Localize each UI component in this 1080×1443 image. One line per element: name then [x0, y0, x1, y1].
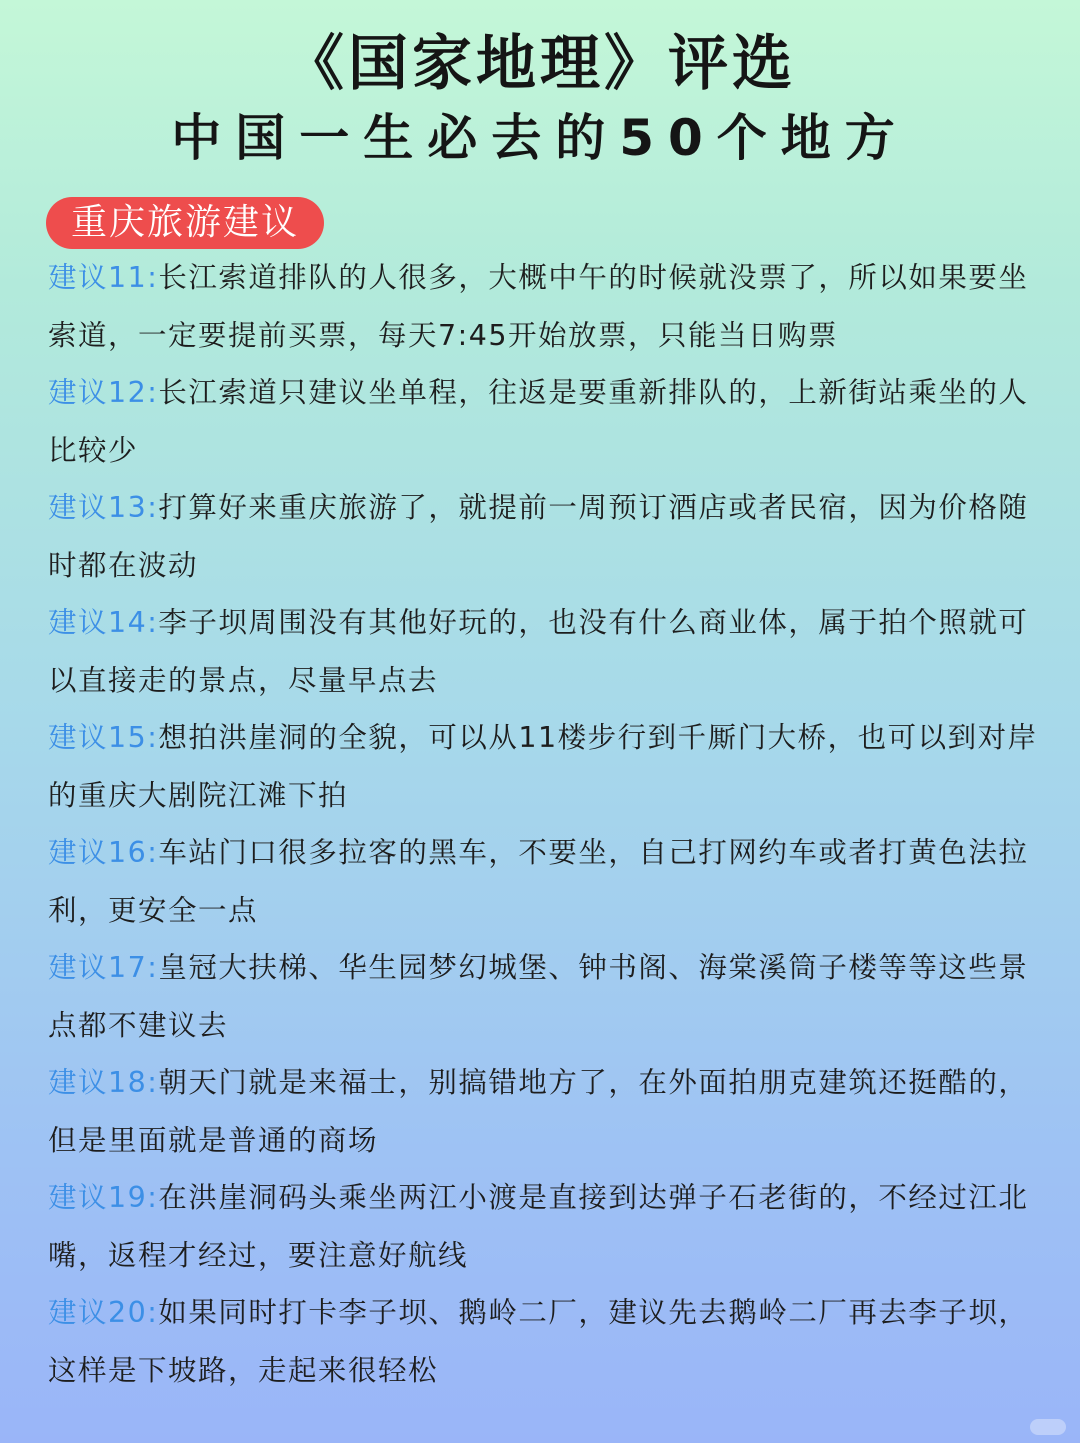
tip-text: 想拍洪崖洞的全貌，可以从11楼步行到千厮门大桥，也可以到对岸的重庆大剧院江滩下拍: [48, 721, 1038, 812]
tip-item-12: [48, 364, 1038, 479]
tip-item-17: [48, 939, 1038, 1054]
tip-text: 在洪崖洞码头乘坐两江小渡是直接到达弹子石老街的，不经过江北嘴，返程才经过，要注意好航线: [48, 1181, 1029, 1272]
tip-text: 长江索道只建议坐单程，往返是要重新排队的，上新街站乘坐的人比较少: [48, 376, 1029, 467]
tips-list: [48, 249, 1038, 1399]
corner-watermark-icon: [1030, 1419, 1066, 1435]
tip-label: 建议11:: [48, 261, 159, 294]
tip-label: 建议20:: [48, 1296, 159, 1329]
tip-item-13: [48, 479, 1038, 594]
tip-item-18: [48, 1054, 1038, 1169]
tip-label: 建议19:: [48, 1181, 159, 1214]
tip-text: 如果同时打卡李子坝、鹅岭二厂，建议先去鹅岭二厂再去李子坝，这样是下坡路，走起来很轻松: [48, 1296, 1029, 1387]
tip-label: 建议15:: [48, 721, 159, 754]
tip-text: 打算好来重庆旅游了，就提前一周预订酒店或者民宿，因为价格随时都在波动: [48, 491, 1029, 582]
tip-label: 建议17:: [48, 951, 159, 984]
tip-label: 建议18:: [48, 1066, 159, 1099]
tip-text: 长江索道排队的人很多，大概中午的时候就没票了，所以如果要坐索道，一定要提前买票，每天7:45开始放票，只能当日购票: [48, 261, 1029, 352]
tip-label: 建议16:: [48, 836, 159, 869]
tip-item-16: [48, 824, 1038, 939]
tip-text: 李子坝周围没有其他好玩的，也没有什么商业体，属于拍个照就可以直接走的景点，尽量早点去: [48, 606, 1029, 697]
tip-label: 建议14:: [48, 606, 159, 639]
tip-item-15: [48, 709, 1038, 824]
tip-label: 建议13:: [48, 491, 159, 524]
section-badge: 重庆旅游建议: [46, 197, 324, 249]
page-title: 《国家地理》评选: [284, 29, 796, 99]
tip-text: 车站门口很多拉客的黑车，不要坐，自己打网约车或者打黄色法拉利，更安全一点: [48, 836, 1029, 927]
tip-label: 建议12:: [48, 376, 159, 409]
tip-item-14: [48, 594, 1038, 709]
tip-text: 皇冠大扶梯、华生园梦幻城堡、钟书阁、海棠溪筒子楼等等这些景点都不建议去: [48, 951, 1029, 1042]
tip-item-20: [48, 1284, 1038, 1399]
tip-item-11: [48, 249, 1038, 364]
page-subtitle: 中国一生必去的50个地方: [171, 109, 909, 167]
tip-text: 朝天门就是来福士，别搞错地方了，在外面拍朋克建筑还挺酷的，但是里面就是普通的商场: [48, 1066, 1029, 1157]
tip-item-19: [48, 1169, 1038, 1284]
